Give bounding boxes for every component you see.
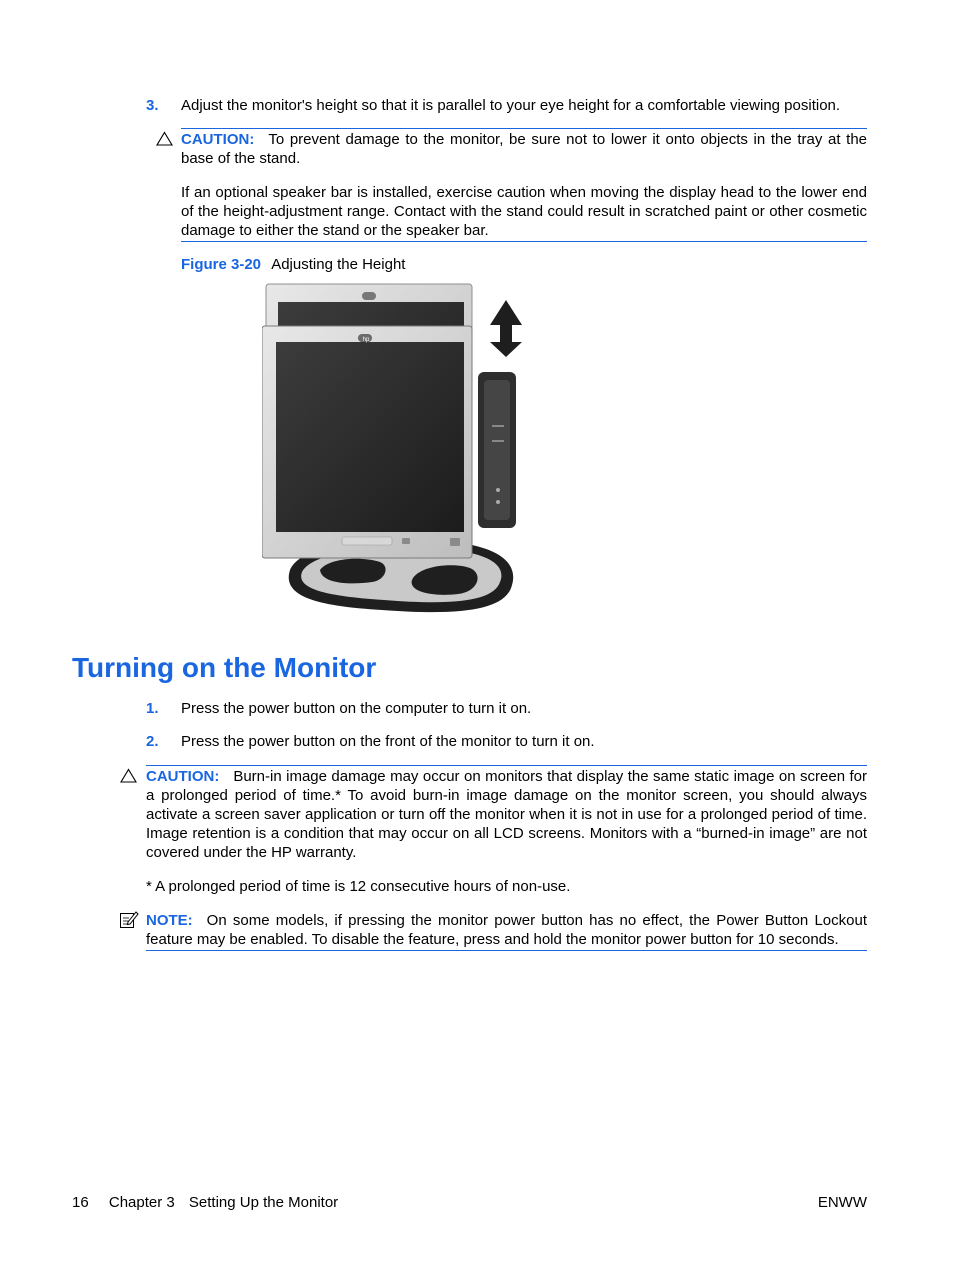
caution-top-rule (181, 128, 867, 129)
note-bottom-rule (146, 950, 867, 951)
footer-chapter: Chapter 3 (108, 1194, 175, 1211)
note-text (146, 911, 867, 949)
caution-body: To prevent damage to the monitor, be sure not to lower it onto objects in the tray at the base of the stand. (181, 131, 867, 167)
step-number: 3. (146, 97, 159, 114)
step-text: Adjust the monitor's height so that it is parallel to your eye height for a comfortable viewing position. (181, 97, 841, 114)
figure-caption-text: Adjusting the Height (271, 256, 406, 273)
note-label: NOTE: (146, 912, 193, 929)
caution-body: Burn-in image damage may occur on monitors that display the same static image on screen for a prolonged period of time.* To avoid burn-in image damage on the monitor screen, you should always activate a screen saver application or turn off the monitor when it is not in use for a prolonged period of time. Image retention is a condition that may occur on all LCD screens. Monitors with a “burned-in image” are not covered under the HP warranty. (146, 768, 867, 861)
section-title: Turning on the Monitor (72, 652, 377, 683)
hp-logo-text: hp (362, 337, 370, 343)
step-number: 1. (146, 700, 159, 717)
note-pencil-icon (119, 910, 139, 930)
caution-1-text (181, 130, 867, 168)
step-number: 2. (146, 733, 159, 750)
footer-left (72, 1193, 338, 1212)
caution-triangle-icon (120, 768, 137, 783)
note-body: On some models, if pressing the monitor power button has no effect, the Power Button Lockout feature may be enabled. To disable the feature, press and hold the monitor power button for 10 seconds. (146, 912, 867, 948)
caution-label: CAUTION: (181, 131, 255, 148)
footer-right: ENWW (817, 1194, 867, 1211)
caution-bottom-rule (181, 241, 867, 242)
caution-2-footnote: * A prolonged period of time is 12 consecutive hours of non-use. (146, 878, 571, 895)
caution-2-top-rule (146, 765, 867, 766)
caution-1-paragraph-2: If an optional speaker bar is installed, exercise caution when moving the display head to the lower end of the height-adjustment range. Contact with the stand could result in scratched paint or other cosmetic damage to either the stand or the speaker bar. (181, 184, 867, 239)
figure-label: Figure 3-20 (181, 256, 262, 273)
step-text: Press the power button on the computer to turn it on. (181, 700, 532, 717)
caution-triangle-icon (156, 131, 173, 146)
step-text: Press the power button on the front of the monitor to turn it on. (181, 733, 595, 750)
monitor-height-illustration (262, 280, 524, 620)
caution-2-text (146, 767, 867, 862)
caution-label: CAUTION: (146, 768, 220, 785)
footer-chapter-title: Setting Up the Monitor (188, 1194, 339, 1211)
figure-caption (181, 255, 405, 274)
page-number: 16 (72, 1194, 89, 1211)
